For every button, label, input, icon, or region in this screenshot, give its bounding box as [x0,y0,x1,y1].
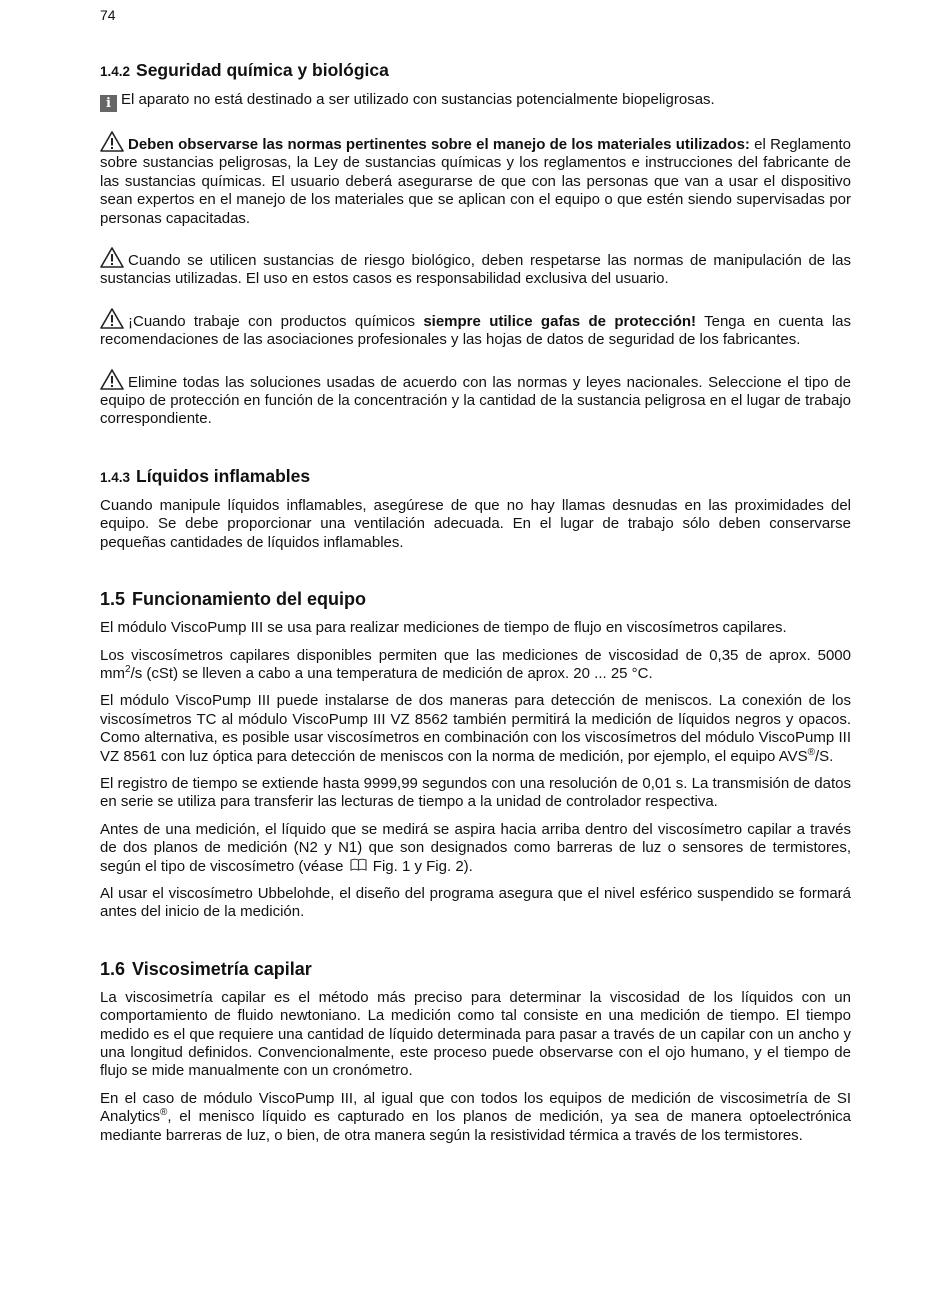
section-number: 1.4.2 [100,64,131,79]
section-title: Seguridad química y biológica [136,60,389,80]
warning-text: Elimine todas las soluciones usadas de acuerdo con las normas y leyes nacionales. Seleccione el tipo de equipo de protección en función de la concentración y la cantidad de la sustancia peligrosa en el lugar de trabajo correspondiente. [100,373,851,428]
book-icon [350,858,367,876]
text-run: /s (cSt) se lleven a cabo a una temperatura de medición de aprox. 20 ... 25 °C. [130,664,653,682]
warning-triangle-icon [100,247,124,268]
paragraph: Cuando manipule líquidos inflamables, asegúrese de que no hay llamas desnudas en las proximidades del equipo. Se debe proporcionar una ventilación adecuada. En el lugar de trabajo sólo deben conservarse pequeñas cantidades de líquidos inflamables. [100,496,851,551]
text-run: Fig. 1 y Fig. 2). [368,857,473,875]
superscript: ® [807,746,816,758]
paragraph [100,647,851,684]
page-number: 74 [100,7,116,23]
superscript: 2 [125,663,131,675]
warning-paragraph-1 [100,131,851,228]
section-heading-1-4-2 [100,60,851,81]
warning-paragraph-4 [100,369,851,429]
warning-text: Tenga en cuenta las recomendaciones de las asociaciones profesionales y las hojas de datos de seguridad de los fabricantes. [100,312,851,349]
text-run: En el caso de módulo ViscoPump III, al igual que con todos los equipos de medición de viscosimetría de SI Analytics [100,1089,851,1126]
warning-text: ¡Cuando trabaje con productos químicos [128,312,424,330]
section-number: 1.5 [100,589,126,610]
warning-triangle-icon [100,369,124,390]
section-title: Líquidos inflamables [136,465,311,486]
text-run: /S. [815,747,834,765]
section-heading-1-6 [100,959,851,980]
warning-triangle-icon [100,131,124,152]
superscript: ® [160,1107,168,1119]
paragraph [100,692,851,766]
info-paragraph [100,91,851,112]
paragraph: Al usar el viscosímetro Ubbelohde, el diseño del programa asegura que el nivel esférico suspendido se formará antes del inicio de la medición. [100,884,851,921]
section-number: 1.6 [100,958,126,979]
section-number: 1.4.3 [100,469,131,485]
section-title: Viscosimetría capilar [132,958,312,979]
paragraph: El módulo ViscoPump III se usa para realizar mediciones de tiempo de flujo en viscosímetros capilares. [100,619,787,637]
text-run: , el menisco líquido es capturado en los planos de medición, ya sea de manera optoelectrónica mediante barreras de luz, o bien, de otra manera según la resistividad térmica a través de los termistores. [100,1108,851,1144]
section-title: Funcionamiento del equipo [132,589,367,610]
info-icon: i [100,95,117,112]
warning-paragraph-3 [100,308,851,350]
section-heading-1-5 [100,589,851,610]
text-run: Los viscosímetros capilares disponibles permiten que las mediciones de viscosidad de 0,35 de aprox. 5000 mm [100,646,851,682]
section-heading-1-4-3 [100,466,851,487]
text-run: Antes de una medición, el líquido que se medirá se aspira hacia arriba dentro del viscosímetro capilar a través de dos planos de medición (N2 y N1) que son designados como barreras de luz o sensores de termistores, según el tipo de viscosímetro (véase [100,820,851,875]
paragraph [100,1090,851,1145]
paragraph: El registro de tiempo se extiende hasta 9999,99 segundos con una resolución de 0,01 s. La transmisión de datos en serie se utiliza para transferir las lecturas de tiempo a la unidad de controlador respectiva. [100,774,851,811]
info-text: El aparato no está destinado a ser utilizado con sustancias potencialmente biopeligrosas. [121,91,715,108]
warning-bold-text: Deben observarse las normas pertinentes sobre el manejo de los materiales utilizados: [128,136,750,153]
page-content [100,60,851,1154]
warning-text: Cuando se utilicen sustancias de riesgo biológico, deben respetarse las normas de manipulación de las sustancias utilizadas. El uso en estos casos es responsabilidad exclusiva del usuario. [100,252,851,288]
text-run: El módulo ViscoPump III puede instalarse de dos maneras para detección de meniscos. La conexión de los viscosímetros TC al módulo ViscoPump III VZ 8562 también permitirá la medición de líquidos negros y opacos. Como alternativa, es posible usar viscosímetros en combinación con los viscosímetros del módulo ViscoPump III VZ 8561 con luz óptica para detección de meniscos con la norma de medición, por ejemplo, el equipo AVS [100,692,851,765]
warning-text: el Reglamento sobre sustancias peligrosas, la Ley de sustancias químicas y los reglamentos e instrucciones del fabricante de las sustancias químicas. El usuario deberá asegurarse de que con las personas que van a usar el dispositivo sean expertos en el manejo de los materiales que se aplican con el equipo o que estén siendo supervisadas por personas capacitadas. [100,136,851,227]
warning-triangle-icon [100,308,124,329]
warning-paragraph-2 [100,247,851,289]
paragraph: La viscosimetría capilar es el método más preciso para determinar la viscosidad de los líquidos con un comportamiento de fluido newtoniano. La medición como tal consiste en una medición de tiempo. El tiempo medido es el que requiere una cantidad de líquido determinada para pasar a través de un capilar con un ancho y una longitud definidos. Convencionalmente, este proceso puede observarse con el ojo humano, y el tiempo de flujo se mide manualmente con un cronómetro. [100,988,851,1080]
paragraph [100,821,851,876]
warning-bold-text: siempre utilice gafas de protección! [423,312,697,330]
